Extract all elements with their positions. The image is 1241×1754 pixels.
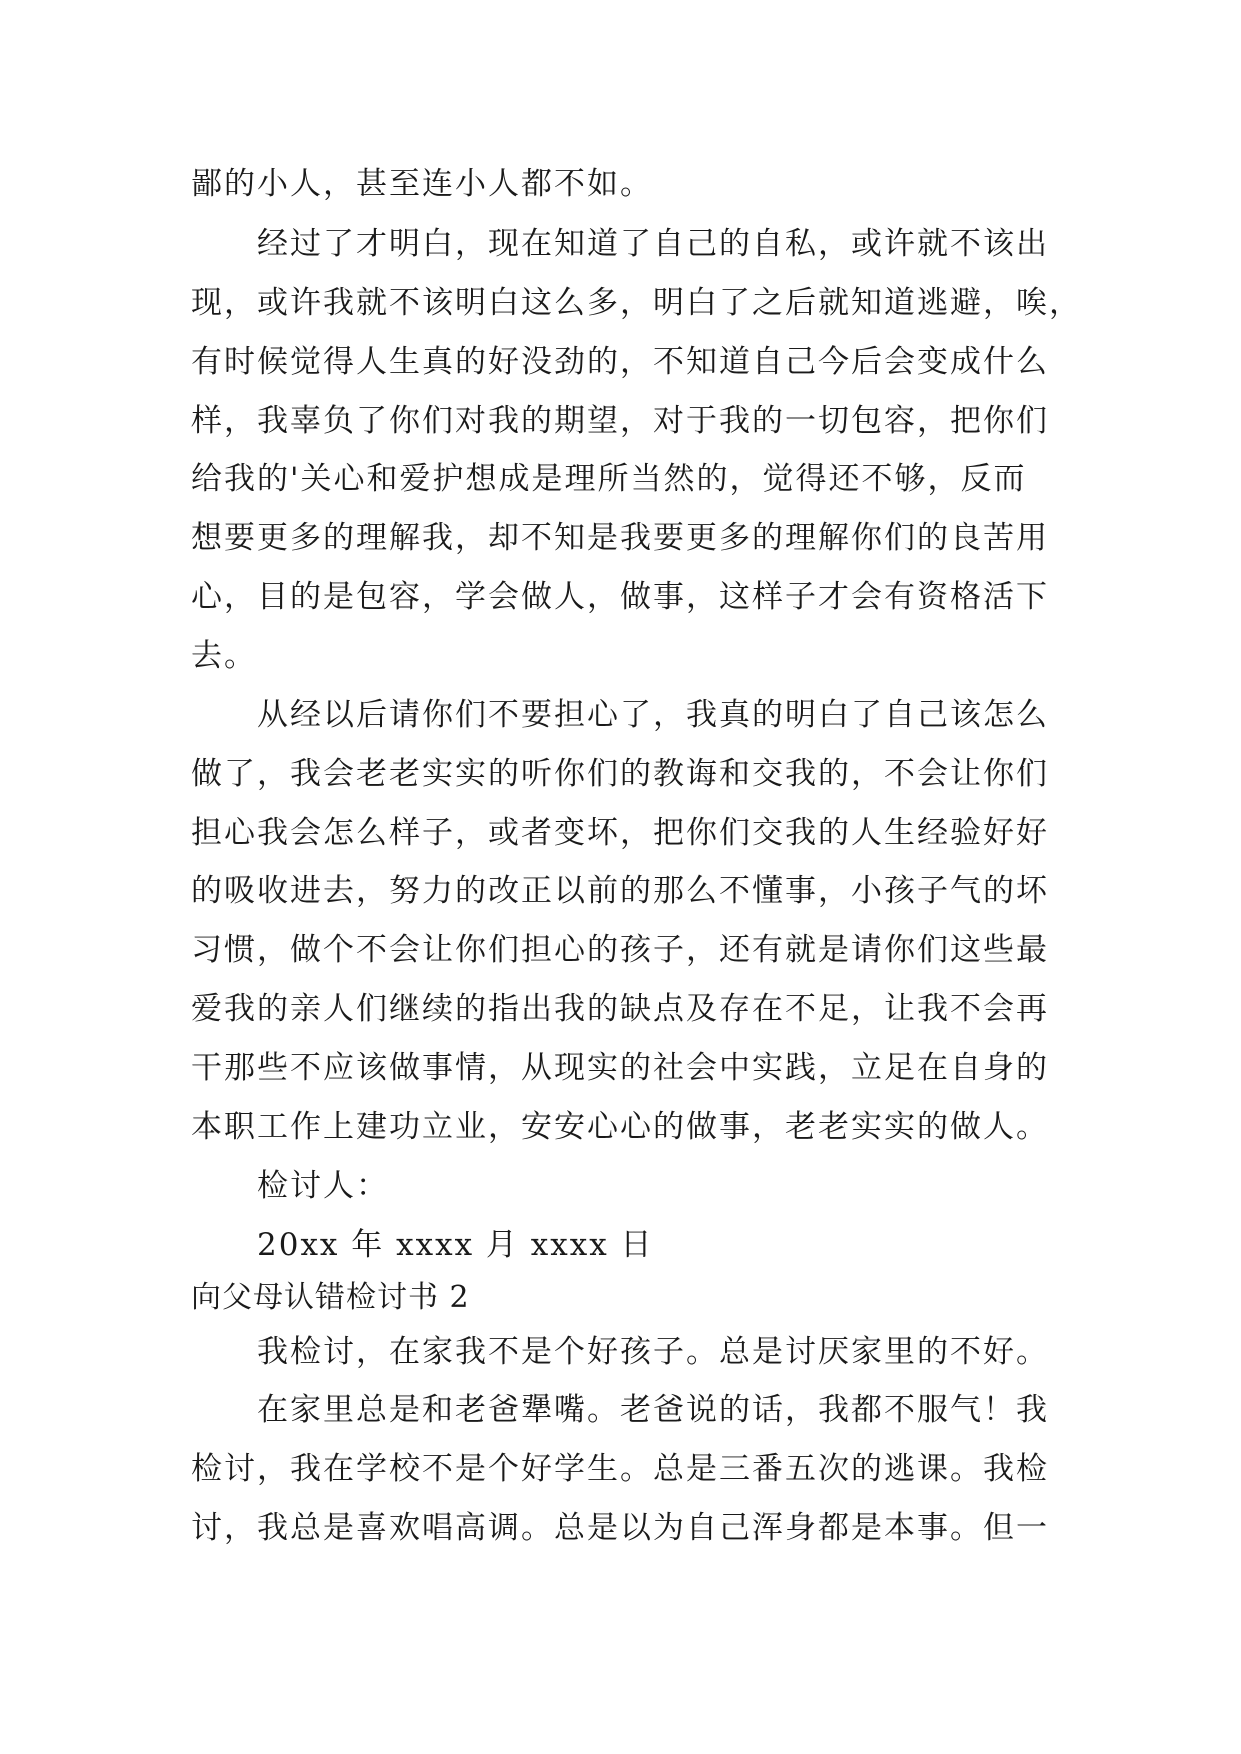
paragraph-line: 在家里总是和老爸犟嘴。老爸说的话，我都不服气！我 (257, 1392, 1049, 1428)
paragraph-line: 担心我会怎么样子，或者变坏，把你们交我的人生经验好好 (191, 815, 1049, 851)
paragraph-line: 有时候觉得人生真的好没劲的，不知道自己今后会变成什么 (191, 344, 1049, 380)
paragraph-line: 现，或许我就不该明白这么多，明白了之后就知道逃避，唉， (191, 285, 1082, 321)
paragraph-line: 爱我的亲人们继续的指出我的缺点及存在不足，让我不会再 (191, 991, 1049, 1027)
paragraph-line: 做了，我会老老实实的听你们的教诲和交我的，不会让你们 (191, 756, 1049, 792)
paragraph-line: 样，我辜负了你们对我的期望，对于我的一切包容，把你们 (191, 403, 1049, 439)
paragraph-line: 从经以后请你们不要担心了，我真的明白了自己该怎么 (257, 697, 1049, 733)
paragraph-line: 想要更多的理解我，却不知是我要更多的理解你们的良苦用 (191, 520, 1049, 556)
paragraph-line: 去。 (191, 638, 257, 674)
paragraph-line: 经过了才明白，现在知道了自己的自私，或许就不该出 (257, 226, 1049, 262)
paragraph-line: 给我的'关心和爱护想成是理所当然的，觉得还不够，反而 (191, 461, 1027, 497)
paragraph-line: 检讨，我在学校不是个好学生。总是三番五次的逃课。我检 (191, 1451, 1049, 1487)
paragraph-line: 习惯，做个不会让你们担心的孩子，还有就是请你们这些最 (191, 932, 1049, 968)
paragraph-line: 讨，我总是喜欢唱高调。总是以为自己浑身都是本事。但一 (191, 1510, 1049, 1546)
paragraph-line: 干那些不应该做事情，从现实的社会中实践，立足在自身的 (191, 1050, 1049, 1086)
section-title: 向父母认错检讨书 2 (191, 1280, 470, 1315)
signature-date: 20xx 年 xxxx 月 xxxx 日 (257, 1227, 654, 1263)
reviewer-label: 检讨人： (257, 1168, 389, 1204)
paragraph-line: 本职工作上建功立业，安安心心的做事，老老实实的做人。 (191, 1109, 1049, 1145)
paragraph-line: 我检讨，在家我不是个好孩子。总是讨厌家里的不好。 (257, 1334, 1049, 1370)
paragraph-line: 心，目的是包容，学会做人，做事，这样子才会有资格活下 (191, 579, 1049, 615)
paragraph-line: 的吸收进去，努力的改正以前的那么不懂事，小孩子气的坏 (191, 873, 1049, 909)
paragraph-line: 鄙的小人，甚至连小人都不如。 (191, 166, 653, 202)
